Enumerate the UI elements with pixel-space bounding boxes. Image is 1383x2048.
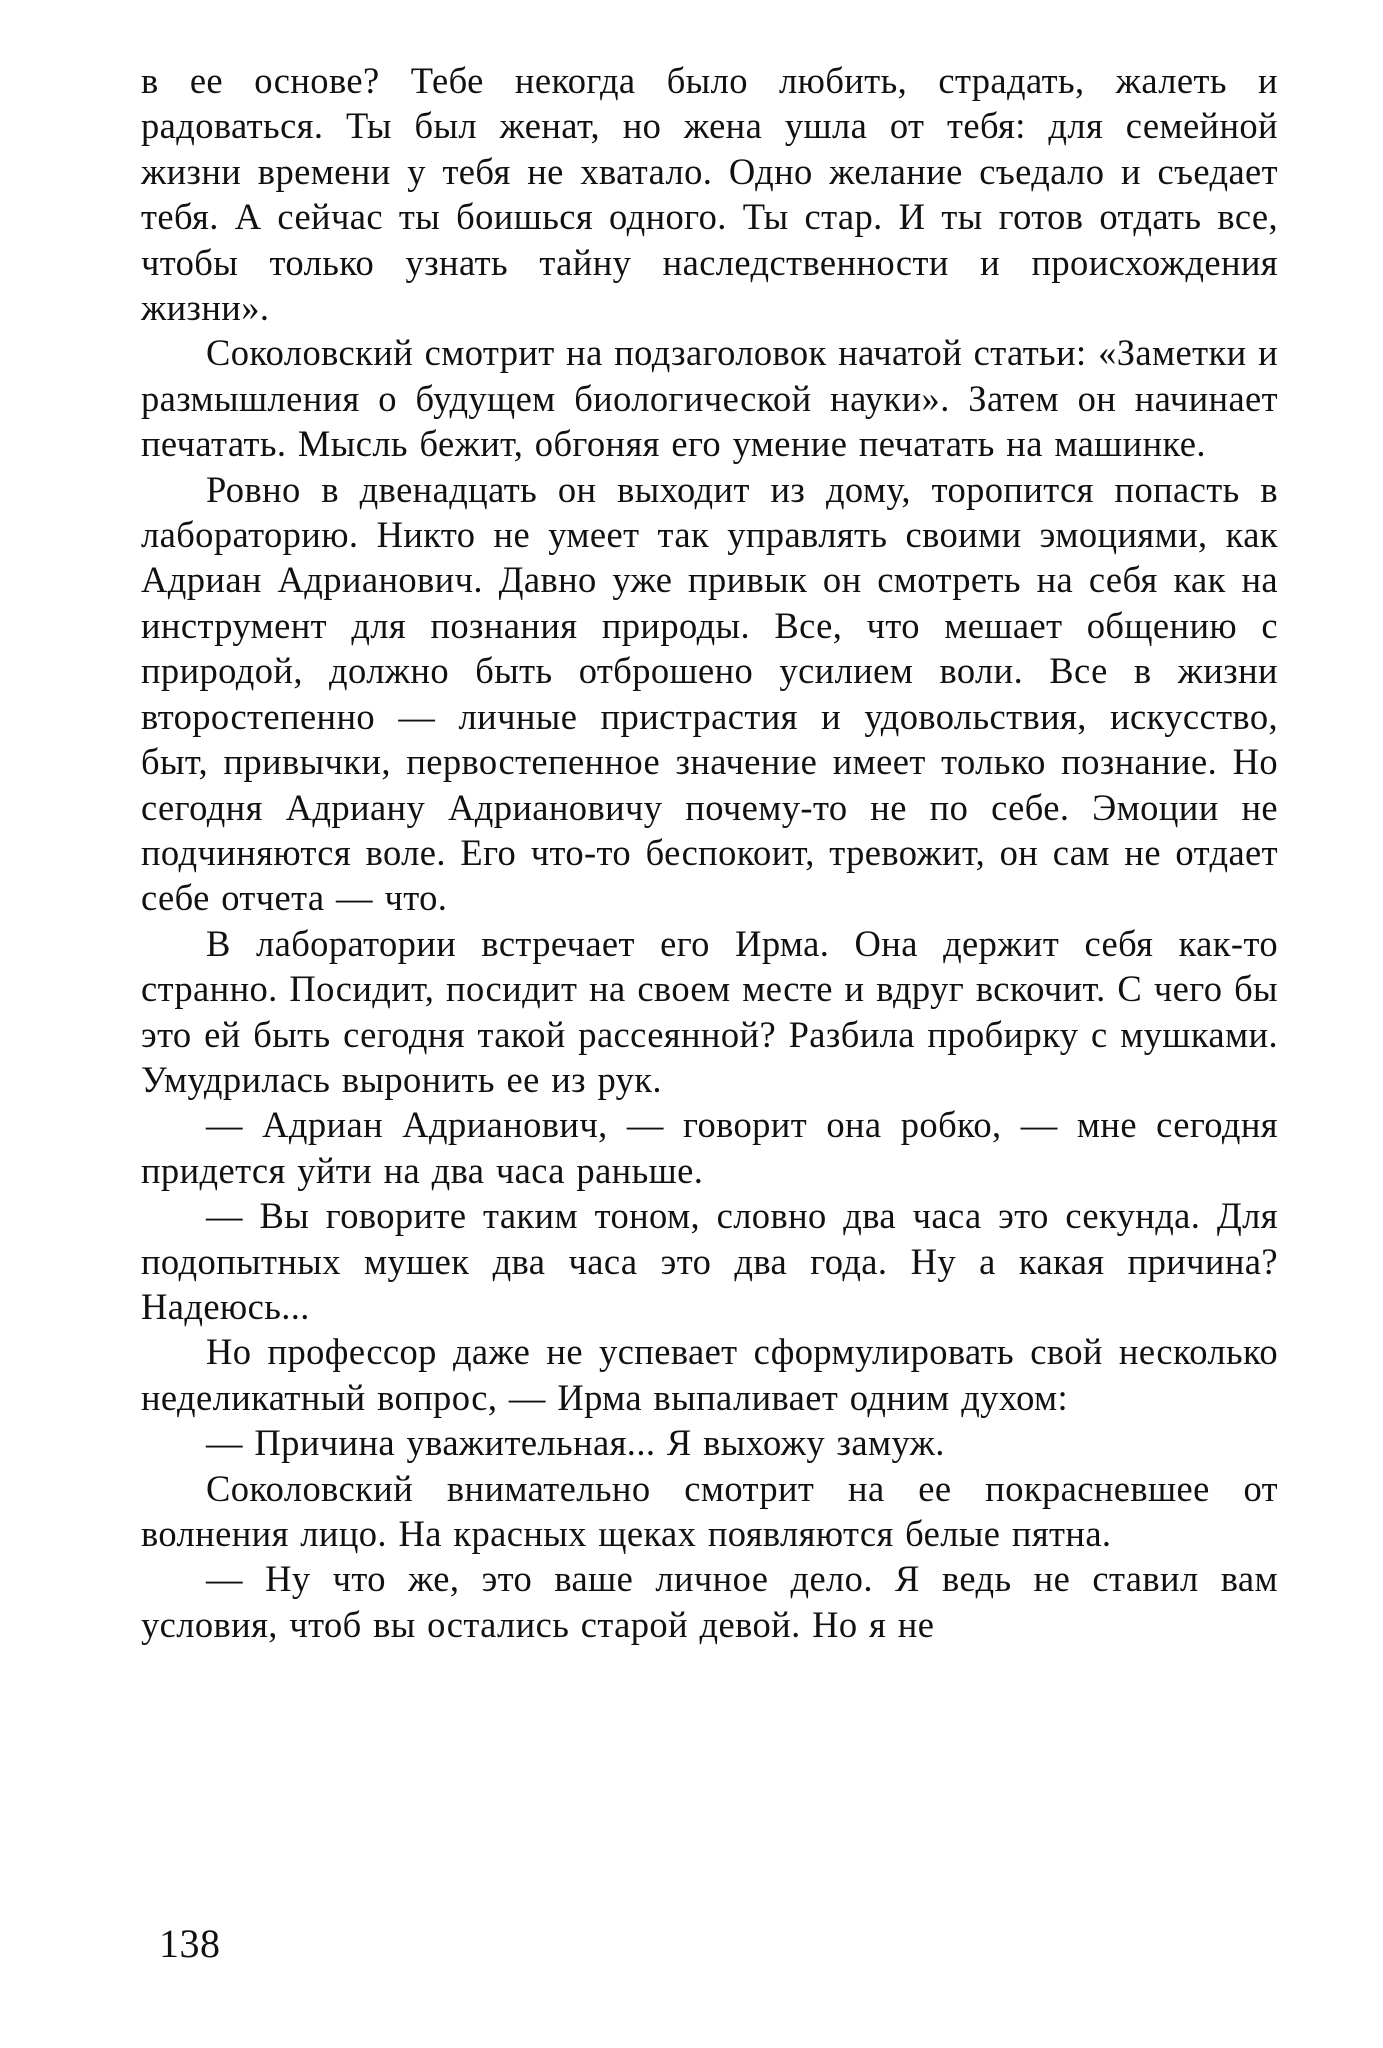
page-text-body bbox=[141, 58, 1278, 1647]
paragraph-7: Но профессор даже не успевает сформулировать свой несколько неделикатный вопрос, — Ирма выпаливает одним духом: bbox=[141, 1331, 1278, 1418]
paragraph-8: — Причина уважительная... Я выхожу замуж. bbox=[206, 1422, 945, 1464]
paragraph-9: Соколовский внимательно смотрит на ее покрасневшее от волнения лицо. На красных щеках появляются белые пятна. bbox=[141, 1467, 1278, 1554]
paragraph-3: Ровно в двенадцать он выходит из дому, торопится попасть в лабораторию. Никто не умеет так управлять своими эмоциями, как Адриан Адрианович. Давно уже привык он смотреть на себя как на инструмент для познания природы. Все, что мешает общению с природой, должно быть отброшено усилием воли. Все в жизни второстепенно — личные пристрастия и удовольствия, искусство, быт, привычки, первостепенное значение имеет только познание. Но сегодня Адриану Адриановичу почему-то не по себе. Эмоции не подчиняются воле. Его что-то беспокоит, тревожит, он сам не отдает себе отчета — что. bbox=[141, 468, 1278, 919]
paragraph-5: — Адриан Адрианович, — говорит она робко, — мне сегодня придется уйти на два часа раньше. bbox=[141, 1104, 1278, 1191]
paragraph-2: Соколовский смотрит на подзаголовок начатой статьи: «Заметки и размышления о будущем биологической науки». Затем он начинает печатать. Мысль бежит, обгоняя его умение печатать на машинке. bbox=[141, 332, 1279, 465]
paragraph-1: в ее основе? Тебе некогда было любить, страдать, жалеть и радоваться. Ты был женат, но жена ушла от тебя: для семейной жизни времени у тебя не хватало. Одно желание съедало и съедает тебя. А сейчас ты боишься одного. Ты стар. И ты готов отдать все, чтобы только узнать тайну наследственности и происхождения жизни». bbox=[141, 60, 1278, 329]
paragraph-6: — Вы говорите таким тоном, словно два часа это секунда. Для подопытных мушек два часа это два года. Ну а какая причина? Надеюсь... bbox=[141, 1195, 1278, 1327]
paragraph-10: — Ну что же, это ваше личное дело. Я ведь не ставил вам условия, чтоб вы остались старой девой. Но я не bbox=[141, 1558, 1278, 1645]
paragraph-4: В лаборатории встречает его Ирма. Она держит себя как-то странно. Посидит, посидит на своем месте и вдруг вскочит. С чего бы это ей быть сегодня такой рассеянной? Разбила пробирку с мушками. Умудрилась выронить ее из рук. bbox=[141, 922, 1278, 1100]
page-number: 138 bbox=[159, 1921, 221, 1966]
